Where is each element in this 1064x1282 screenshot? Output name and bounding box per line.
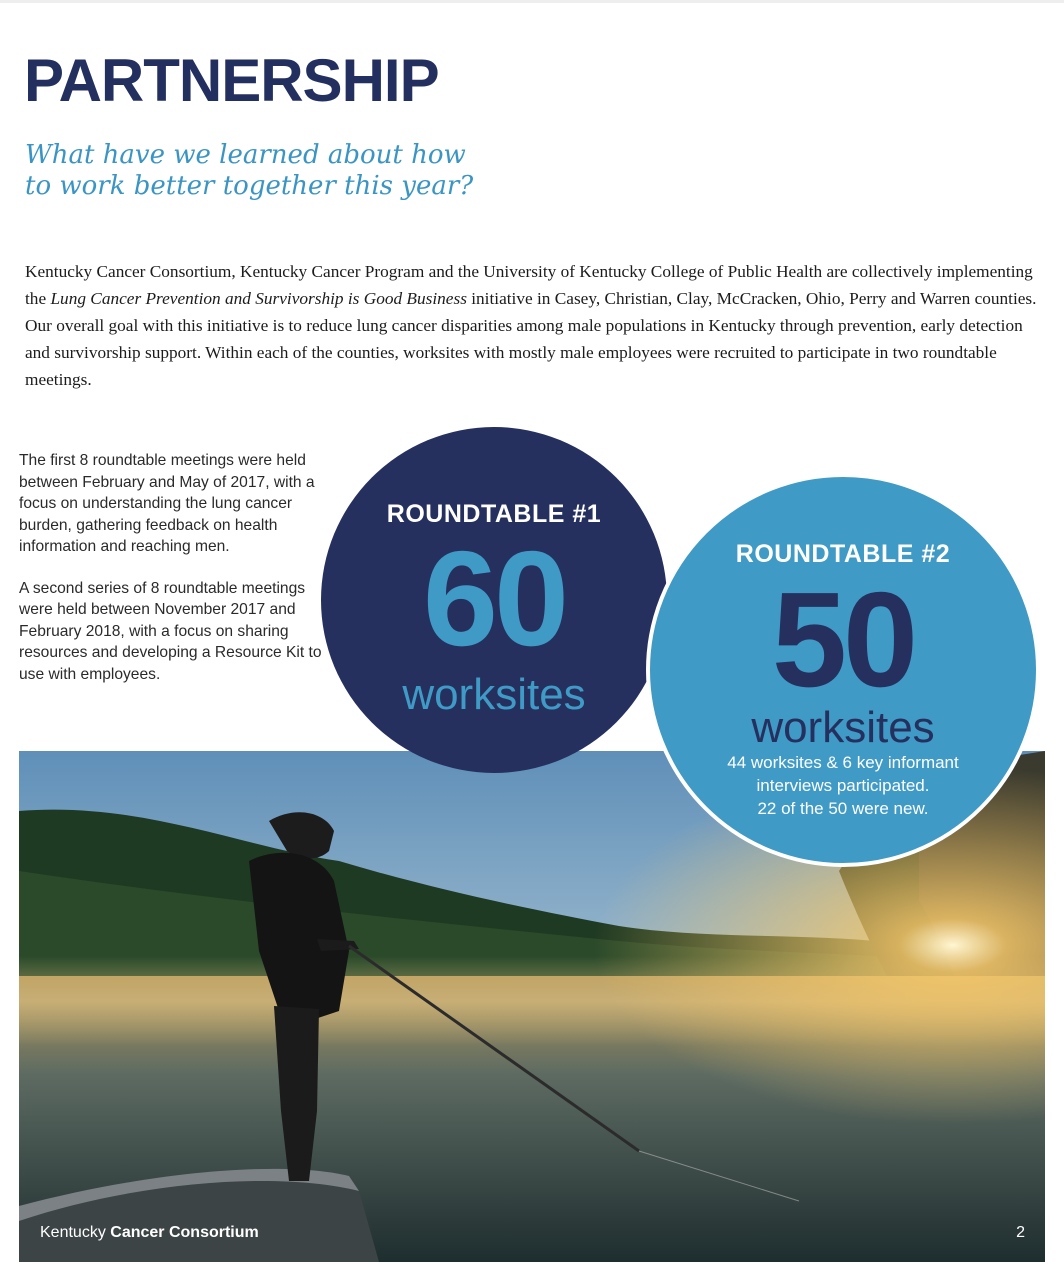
roundtable-2-note-line-1: 44 worksites & 6 key informant (727, 753, 959, 772)
roundtable-1-number: 60 (422, 523, 566, 674)
roundtable-1-unit: worksites (402, 670, 586, 719)
top-rule (0, 0, 1064, 3)
intro-text-end: initiative in Casey, Christian, Clay, McCracken, Ohio, Perry and Warren counties. Our overall goal with this initiative is to reduce lung cancer disparities among male populations in Kentucky through prevention, early detection and survivorship support. Within each of the counties, worksites with mostly male employees were recruited to participate in two roundtable meetings. (25, 289, 1037, 389)
subtitle-line-2: to work better together this year? (25, 171, 474, 201)
intro-paragraph (25, 258, 1045, 393)
roundtable-2-number: 50 (771, 564, 915, 715)
footer-brand-light: Kentucky (40, 1224, 106, 1241)
subtitle-line-1: What have we learned about how (25, 140, 466, 170)
roundtable-2-label: ROUNDTABLE #2 (735, 540, 951, 568)
initiative-name: Lung Cancer Prevention and Survivorship is Good Business (50, 289, 467, 308)
roundtable-1-label: ROUNDTABLE #1 (386, 500, 602, 528)
page-title: PARTNERSHIP (24, 47, 439, 114)
roundtable-2-description: A second series of 8 roundtable meetings were held between November 2017 and February 2018, with a focus on sharing resources and developing a Resource Kit to use with employees. (19, 579, 322, 683)
page-subtitle (25, 140, 585, 202)
roundtable-2-note-line-3: 22 of the 50 were new. (757, 799, 929, 818)
footer-brand (40, 1224, 259, 1242)
roundtable-description (19, 450, 329, 705)
roundtable-1-description: The first 8 roundtable meetings were held between February and May of 2017, with a focus on understanding the lung cancer burden, gathering feedback on health information and reaching men. (19, 452, 315, 555)
roundtable-2-badge (646, 473, 1040, 867)
roundtable-1-badge (321, 427, 667, 773)
roundtable-2-note-line-2: interviews participated. (756, 776, 930, 795)
intro-text-start: Kentucky Cancer Consortium, Kentucky Cancer Program and the University of Kentucky College of Public Health are collectively implementing the (25, 262, 1033, 308)
page-number: 2 (1016, 1224, 1025, 1241)
roundtable-2-unit: worksites (751, 703, 935, 752)
footer-brand-bold: Cancer Consortium (110, 1224, 259, 1241)
roundtable-2-note (690, 751, 996, 820)
